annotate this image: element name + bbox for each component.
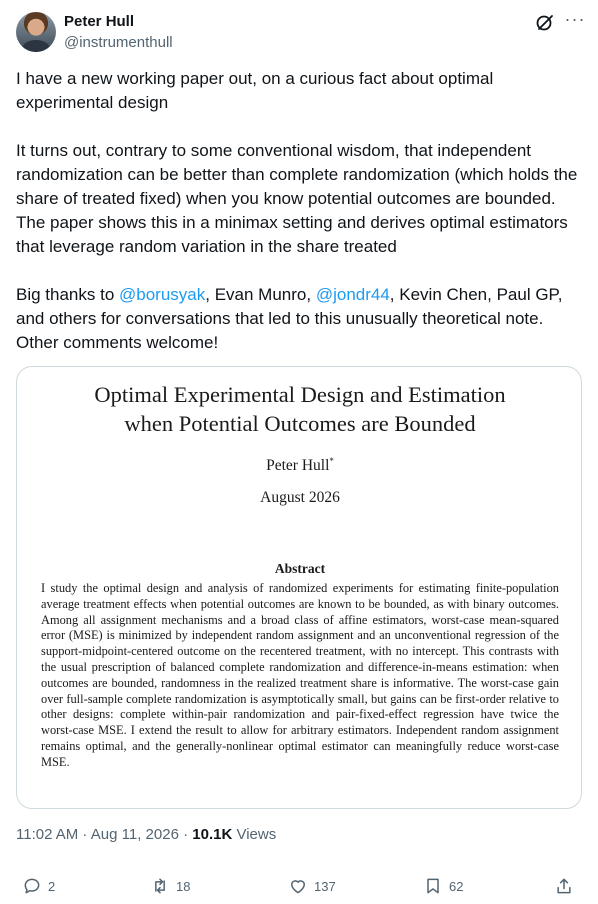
tweet-time[interactable]: 11:02 AM bbox=[16, 826, 79, 843]
tweet-text bbox=[16, 67, 582, 355]
author-handle[interactable]: @instrumenthull bbox=[64, 34, 173, 51]
tweet-paragraph-2: It turns out, contrary to some conventional wisdom, that independent randomization can be better than complete randomization (which holds the share of treated fixed) when you know potential outcomes are bounded. The paper shows this in a minimax setting and derives optimal estimators that leverage random variation in the share treated bbox=[16, 141, 578, 256]
paper-image[interactable] bbox=[16, 366, 582, 809]
abstract-body: I study the optimal design and analysis of randomized experiments for estimating finite-population average treatment effects when potential outcomes are known to be bounded, as with binary outcomes. Among all assignment mechanisms and a broad class of affine estimators, worst-case mean-squared error (MSE) is minimized by independent random assignment and an unconventional regression of the support-midpoint-centered outcome on the recentered treatment, with no intercept. This contrasts with the usual prescription of balanced complete randomization and difference-in-means estimation: when outcomes are bounded, randomness in the realized treatment share is informative. The worst-case gain over full-sample complete randomization is asymptotically small, but gains can be first-order relative to other designs: complete within-pair randomization and pair-fixed-effect regression have twice the worst-case MSE. I extend the result to allow for arbitrary estimators. Independent random assignment remains optimal, and the generally-nonlinear optimal estimator can meaningfully reduce worst-case MSE. bbox=[41, 581, 559, 769]
share-button[interactable] bbox=[554, 872, 574, 900]
like-button[interactable] bbox=[288, 872, 336, 900]
bookmark-count: 62 bbox=[449, 878, 464, 894]
mention-jondr44[interactable]: @jondr44 bbox=[315, 285, 390, 304]
paper-date: August 2026 bbox=[260, 489, 340, 506]
like-icon bbox=[288, 876, 308, 896]
tweet-meta: 11:02 AM · Aug 11, 2026 · 10.1K Views bbox=[16, 826, 277, 843]
views-label: Views bbox=[232, 826, 277, 843]
tweet-paragraph-1: I have a new working paper out, on a curious fact about optimal experimental design bbox=[16, 69, 494, 112]
reply-button[interactable] bbox=[22, 872, 55, 900]
reply-count: 2 bbox=[48, 878, 56, 894]
grok-icon[interactable] bbox=[534, 12, 556, 34]
share-icon bbox=[554, 876, 574, 896]
paper-title: Optimal Experimental Design and Estimation when Potential Outcomes are Bounded bbox=[94, 382, 506, 436]
reply-icon bbox=[22, 876, 42, 896]
more-icon[interactable]: ··· bbox=[564, 9, 586, 29]
views-count: 10.1K bbox=[192, 826, 233, 843]
bookmark-button[interactable] bbox=[423, 872, 463, 900]
repost-button[interactable] bbox=[150, 872, 190, 900]
repost-count: 18 bbox=[176, 878, 191, 894]
tweet-date[interactable]: Aug 11, 2026 bbox=[90, 826, 179, 843]
mention-borusyak[interactable]: @borusyak bbox=[119, 285, 206, 304]
author-name[interactable]: Peter Hull bbox=[64, 13, 135, 30]
paper-author: Peter Hull* bbox=[266, 456, 334, 475]
bookmark-icon bbox=[423, 876, 443, 896]
tweet-paragraph-3: Big thanks to @borusyak, Evan Munro, @jondr44, Kevin Chen, Paul GP, and others for conversations that led to this unusually theoretical note. Other comments welcome! bbox=[16, 285, 563, 352]
author-avatar[interactable] bbox=[16, 12, 56, 52]
action-bar bbox=[0, 872, 598, 900]
abstract-heading: Abstract bbox=[274, 561, 326, 576]
repost-icon bbox=[150, 876, 170, 896]
like-count: 137 bbox=[314, 878, 336, 894]
